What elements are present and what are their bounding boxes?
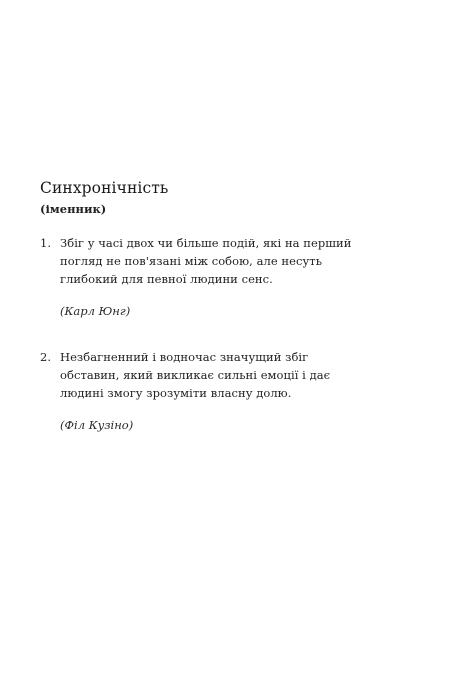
definition-item [40, 348, 410, 433]
definition-number: 1. [40, 236, 51, 250]
headword: Синхронічність [40, 179, 169, 197]
definition-line: погляд не пов'язані між собою, але несуть [60, 254, 323, 268]
definition-attribution: (Філ Кузіно) [60, 418, 134, 432]
definition-attribution: (Карл Юнг) [60, 304, 131, 318]
definition-line: глибокий для певної людини сенс. [60, 272, 273, 286]
definition-line: людині змогу зрозуміти власну долю. [60, 386, 292, 400]
definition-text [60, 234, 390, 288]
definition-item [40, 234, 410, 319]
definition-line: Збіг у часі двох чи більше подій, які на перший [60, 236, 352, 250]
definition-text [60, 348, 390, 402]
definition-line: обставин, який викликає сильні емоції і дає [60, 368, 331, 382]
definition-number: 2. [40, 350, 51, 364]
definition-line: Незбагненний і водночас значущий збіг [60, 350, 309, 364]
part-of-speech: (іменник) [40, 202, 107, 216]
